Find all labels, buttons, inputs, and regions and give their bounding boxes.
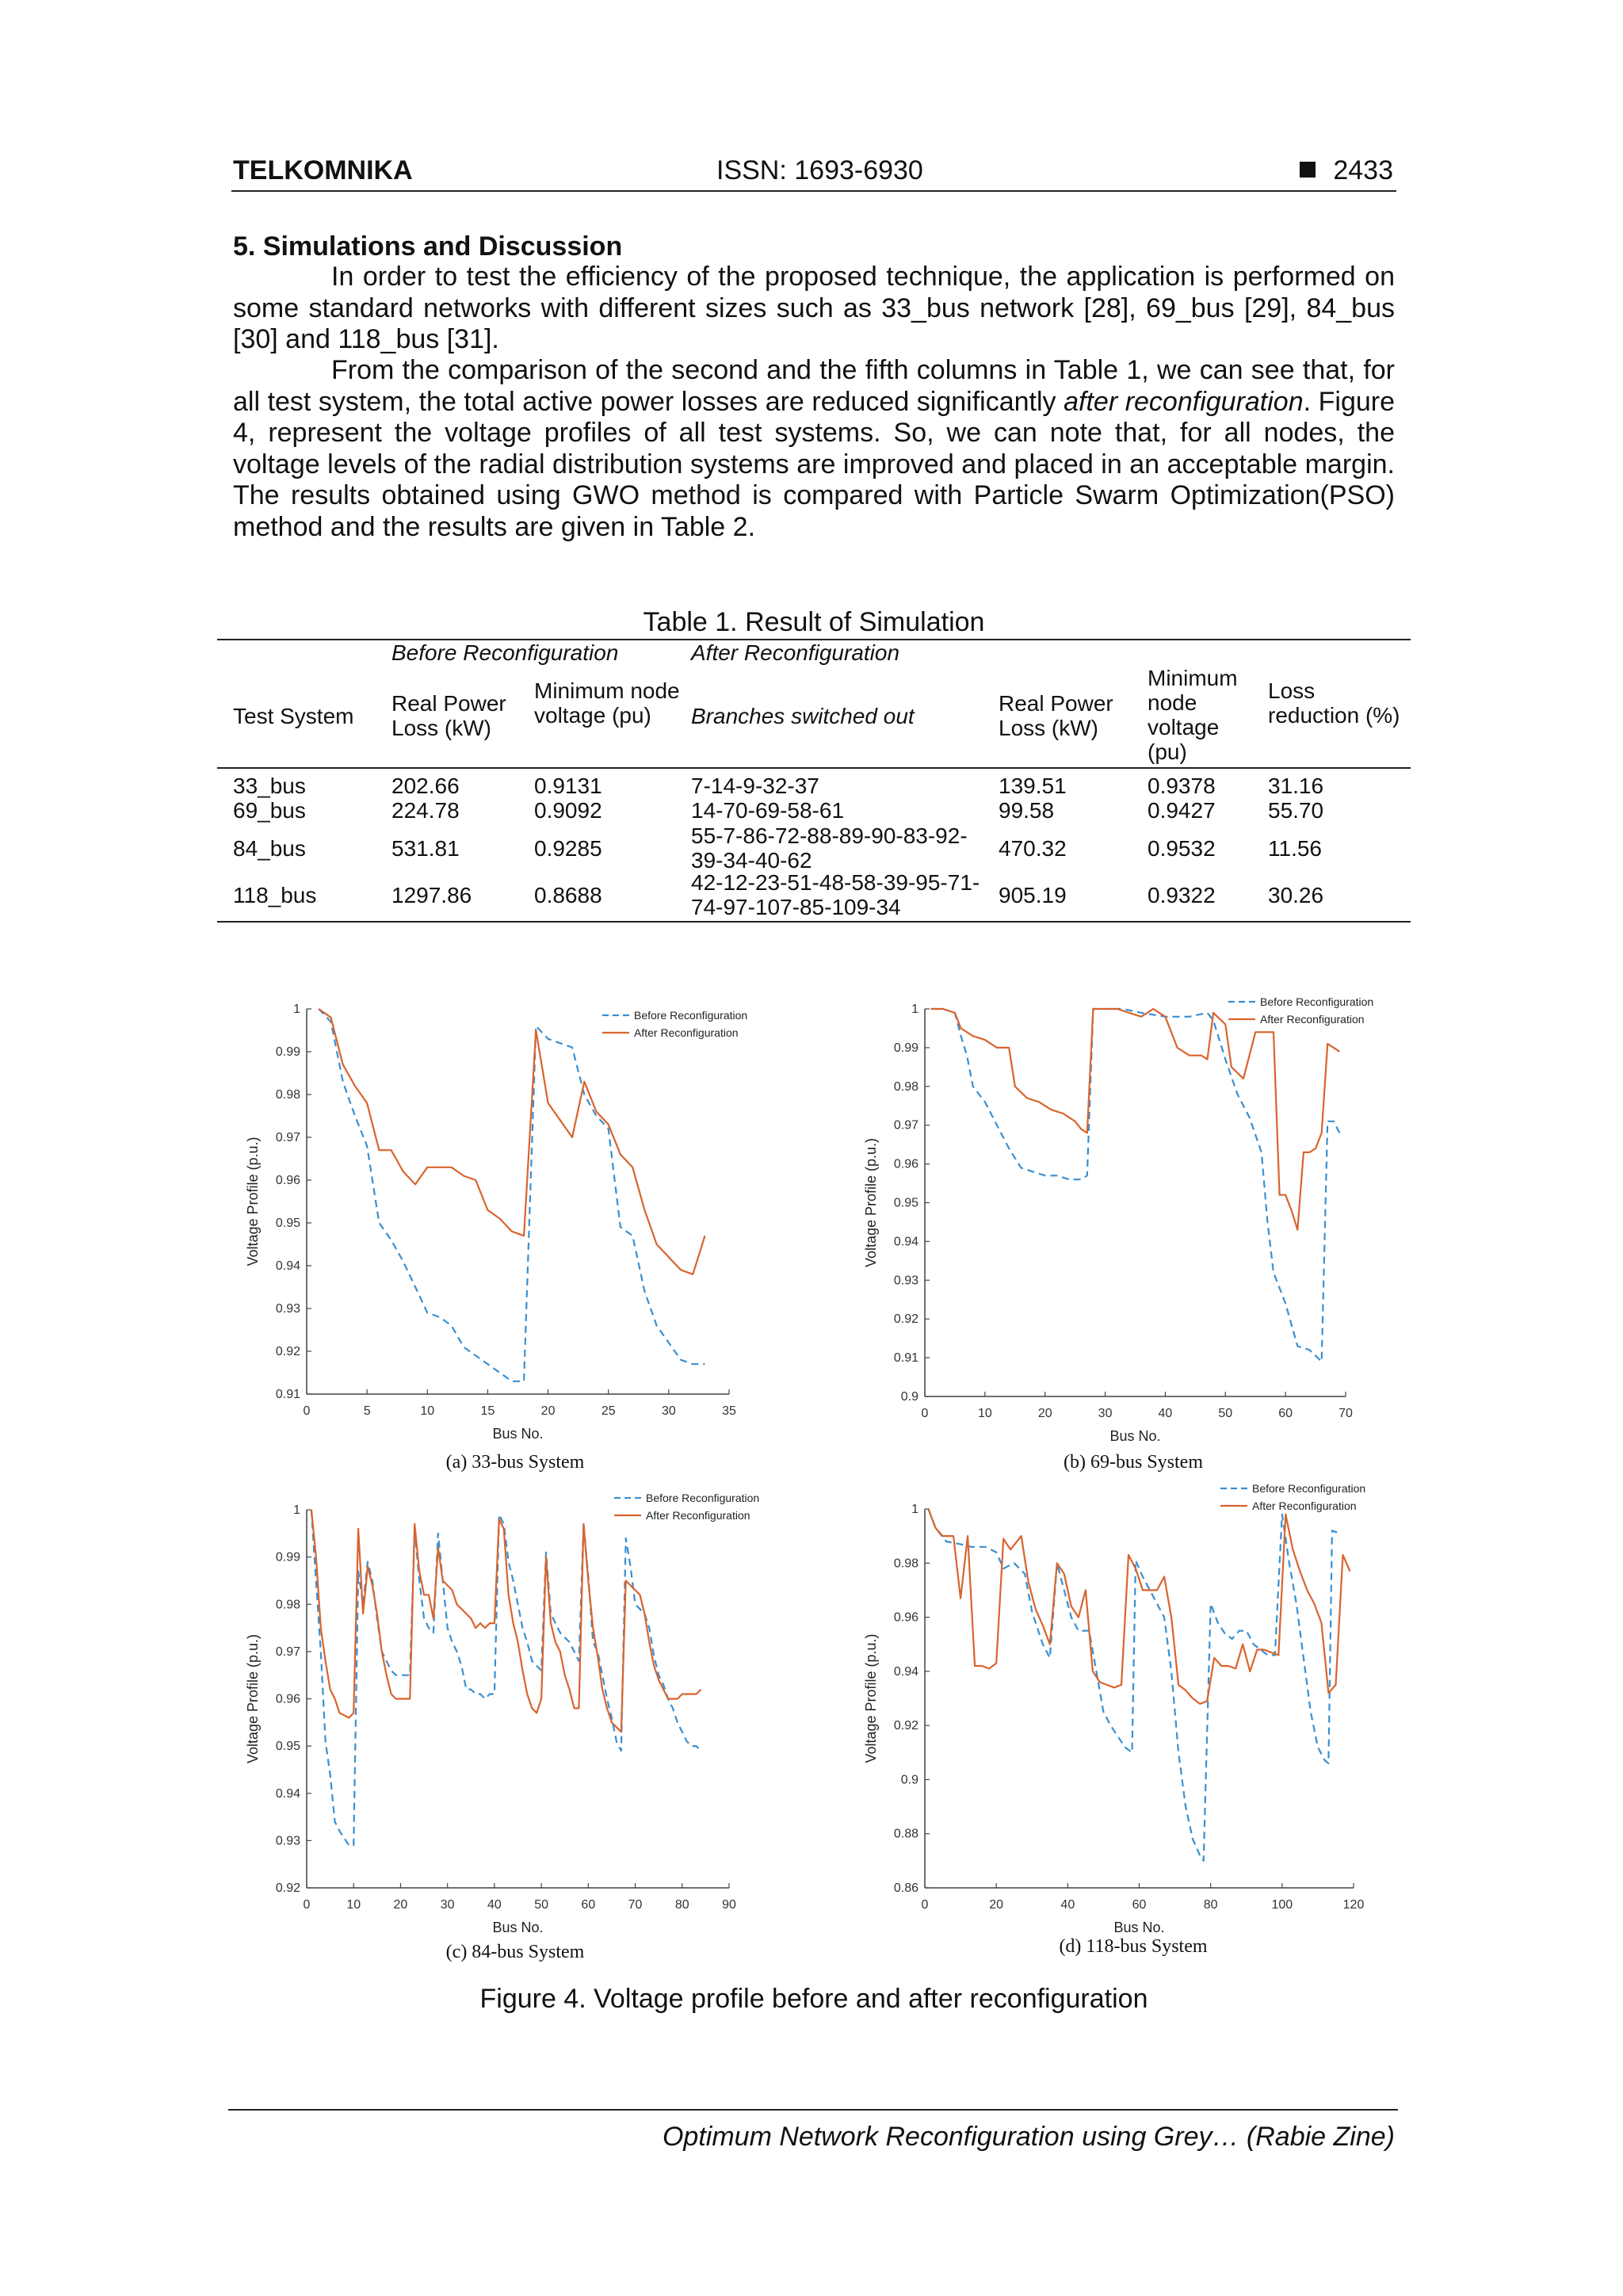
paragraph-1-text: In order to test the efficiency of the proposed technique, the application is performed on some standard networks with different sizes such as 33_bus network [28], 69_bus [29], 84_bus [30] and 118_bus [31]. [233, 262, 1395, 354]
y-tick-label: 0.9 [900, 1773, 918, 1787]
y-tick-label: 0.96 [275, 1174, 300, 1187]
col-test-system: Test System [233, 704, 354, 728]
x-tick-label: 50 [534, 1898, 549, 1912]
y-tick-label: 0.98 [275, 1088, 300, 1102]
y-tick-label: 0.96 [893, 1610, 918, 1625]
x-tick-label: 0 [921, 1407, 929, 1420]
table-cell: 69_bus [233, 798, 306, 823]
col-vmin-before: Minimum node voltage (pu) [534, 678, 680, 728]
table-cell: 0.9427 [1148, 798, 1216, 823]
x-tick-label: 80 [674, 1898, 689, 1912]
x-axis-label: Bus No. [1109, 1428, 1161, 1444]
x-axis-label: Bus No. [1113, 1920, 1165, 1935]
y-tick-label: 0.98 [893, 1079, 918, 1094]
table-cell: 0.9378 [1148, 774, 1216, 798]
table-cell: 224.78 [391, 798, 460, 823]
y-tick-label: 0.94 [275, 1786, 300, 1801]
y-tick-label: 0.96 [275, 1692, 300, 1706]
legend-label: Before Reconfiguration [1260, 995, 1374, 1008]
y-tick-label: 1 [293, 1003, 300, 1016]
x-tick-label: 0 [921, 1898, 929, 1912]
table-cell: 55-7-86-72-88-89-90-83-92-39-34-40-62 [691, 823, 968, 873]
page-number: 2433 [1333, 155, 1393, 185]
running-footer [228, 2109, 1398, 2152]
legend-label: After Reconfiguration [634, 1026, 739, 1039]
table-cell: 0.9131 [534, 774, 602, 798]
x-tick-label: 10 [977, 1407, 992, 1420]
x-tick-label: 40 [487, 1898, 502, 1912]
journal-name: TELKOMNIKA [233, 155, 413, 185]
footer-text: Optimum Network Reconfiguration using Grey… (Rabie Zine) [662, 2122, 1395, 2152]
y-tick-label: 0.86 [893, 1881, 918, 1895]
group-after: After Reconfiguration [691, 640, 900, 665]
running-header [231, 155, 1396, 192]
x-tick-label: 60 [1278, 1407, 1293, 1420]
x-tick-label: 20 [989, 1898, 1004, 1912]
table-cell: 7-14-9-32-37 [691, 774, 819, 798]
col-loss-before: Real Power Loss (kW) [391, 691, 506, 740]
figure-caption: Figure 4. Voltage profile before and after reconfiguration [479, 1984, 1148, 2014]
subcaption-a: (a) 33-bus System [445, 1452, 585, 1473]
y-tick-label: 0.92 [893, 1312, 918, 1327]
y-tick-label: 0.96 [893, 1157, 918, 1171]
y-tick-label: 0.93 [275, 1302, 300, 1316]
table-cell: 42-12-23-51-48-58-39-95-71-74-97-107-85-109-34 [691, 870, 980, 919]
table-cell: 0.8688 [534, 882, 602, 907]
col-vmin-after: Minimum node voltage (pu) [1148, 666, 1238, 764]
chart-84-bus [238, 1474, 792, 1966]
paragraph-2-part-c: . Figure 4, represent the voltage profiles of all test systems. So, we can note that, for all nodes, the voltage levels of the radial distribution systems are improved and placed in an acceptable margin. The results obtained using GWO method is compared with Particle Swarm Optimization(PSO) method and the results are given in Table 2. [233, 386, 1395, 542]
x-tick-label: 0 [303, 1404, 311, 1418]
legend-label: Before Reconfiguration [634, 1009, 748, 1022]
group-before: Before Reconfiguration [391, 640, 619, 665]
paragraph-2-part-a: From the comparison of the second and the fifth columns in Table 1, we can see that, for all test system, the total active power losses are reduced significantly [233, 355, 1395, 417]
series-line-after [319, 1009, 705, 1274]
paragraph-1 [233, 262, 1395, 356]
x-axis-label: Bus No. [492, 1426, 544, 1442]
x-axis-label: Bus No. [492, 1920, 544, 1935]
issn: ISSN: 1693-6930 [716, 155, 923, 185]
x-tick-label: 0 [303, 1898, 311, 1912]
series-line-before [319, 1009, 705, 1381]
series-line-before [931, 1009, 1340, 1362]
table-cell: 14-70-69-58-61 [691, 798, 845, 823]
subcaption-b: (b) 69-bus System [1064, 1452, 1203, 1473]
y-tick-label: 0.93 [275, 1834, 300, 1848]
y-tick-label: 0.94 [893, 1235, 918, 1249]
x-tick-label: 60 [1132, 1898, 1147, 1912]
y-axis-label: Voltage Profile (p.u.) [245, 1633, 261, 1764]
table-cell: 55.70 [1268, 798, 1324, 823]
y-tick-label: 0.95 [275, 1217, 300, 1230]
legend-label: After Reconfiguration [1260, 1013, 1365, 1026]
x-tick-label: 20 [393, 1898, 408, 1912]
table-cell: 202.66 [391, 774, 460, 798]
x-tick-label: 20 [540, 1404, 556, 1418]
x-tick-label: 120 [1342, 1898, 1365, 1912]
y-tick-label: 0.92 [275, 1881, 300, 1895]
y-tick-label: 1 [911, 1003, 918, 1016]
y-tick-label: 1 [293, 1503, 300, 1517]
table-cell: 99.58 [999, 798, 1055, 823]
table-header-row [217, 640, 1411, 769]
section-heading: 5. Simulations and Discussion [233, 231, 623, 262]
y-tick-label: 0.97 [275, 1645, 300, 1659]
y-tick-label: 0.98 [275, 1598, 300, 1612]
table-cell: 84_bus [233, 835, 306, 861]
chart-33-bus [238, 987, 792, 1478]
x-tick-label: 70 [1338, 1407, 1353, 1420]
x-tick-label: 30 [440, 1898, 455, 1912]
x-tick-label: 70 [628, 1898, 643, 1912]
x-tick-label: 30 [1098, 1407, 1113, 1420]
table-cell: 0.9092 [534, 798, 602, 823]
chart-svg [238, 987, 792, 1478]
table-cell: 0.9532 [1148, 835, 1216, 861]
x-tick-label: 40 [1158, 1407, 1173, 1420]
y-tick-label: 0.98 [893, 1557, 918, 1571]
x-tick-label: 25 [601, 1404, 616, 1418]
table-cell: 118_bus [233, 882, 317, 907]
table-cell: 33_bus [233, 774, 306, 798]
y-axis-label: Voltage Profile (p.u.) [863, 1633, 879, 1763]
y-axis-label: Voltage Profile (p.u.) [245, 1137, 261, 1266]
chart-svg [238, 1474, 792, 1966]
y-tick-label: 0.92 [893, 1719, 918, 1733]
chart-69-bus [856, 987, 1411, 1478]
table-cell: 470.32 [999, 835, 1067, 861]
x-tick-label: 35 [722, 1404, 736, 1418]
y-tick-label: 0.97 [893, 1118, 918, 1133]
subcaption-d: (d) 118-bus System [1059, 1936, 1208, 1957]
y-tick-label: 0.91 [893, 1351, 918, 1366]
x-tick-label: 90 [722, 1898, 736, 1912]
legend-label: Before Reconfiguration [646, 1492, 760, 1504]
y-tick-label: 0.94 [893, 1664, 918, 1679]
y-tick-label: 0.99 [275, 1550, 300, 1564]
y-tick-label: 0.91 [275, 1388, 300, 1401]
table-cell: 139.51 [999, 774, 1067, 798]
y-tick-label: 0.99 [275, 1045, 300, 1059]
y-tick-label: 0.99 [893, 1041, 918, 1055]
x-tick-label: 15 [480, 1404, 495, 1418]
series-line-after [931, 1009, 1340, 1230]
table-cell: 11.56 [1268, 835, 1322, 861]
y-axis-label: Voltage Profile (p.u.) [863, 1137, 879, 1268]
col-loss-reduction: Loss reduction (%) [1268, 678, 1400, 728]
chart-svg [856, 987, 1411, 1478]
table-cell: 0.9285 [534, 835, 602, 861]
legend-label: After Reconfiguration [646, 1509, 750, 1522]
table-cell: 531.81 [391, 835, 460, 861]
subcaption-c: (c) 84-bus System [445, 1942, 585, 1962]
x-tick-label: 10 [346, 1898, 361, 1912]
legend-label: After Reconfiguration [1252, 1499, 1357, 1512]
results-table [217, 639, 1411, 923]
x-tick-label: 30 [661, 1404, 676, 1418]
x-tick-label: 40 [1060, 1898, 1075, 1912]
y-tick-label: 0.97 [275, 1131, 300, 1144]
paragraph-2-emphasis: after reconfiguration [1064, 386, 1304, 417]
y-tick-label: 0.92 [275, 1345, 300, 1358]
paragraph-2-text [233, 355, 1395, 543]
x-tick-label: 20 [1037, 1407, 1052, 1420]
y-tick-label: 0.95 [275, 1740, 300, 1754]
table-cell: 30.26 [1268, 882, 1324, 907]
x-tick-label: 10 [420, 1404, 435, 1418]
table-cell: 905.19 [999, 882, 1067, 907]
col-branches: Branches switched out [691, 704, 915, 728]
square-bullet-icon [1300, 162, 1316, 178]
chart-svg [856, 1474, 1411, 1966]
chart-118-bus [856, 1474, 1411, 1966]
series-line-before [929, 1509, 1340, 1861]
x-tick-label: 50 [1218, 1407, 1233, 1420]
paragraph-2 [233, 355, 1395, 543]
y-tick-label: 1 [911, 1503, 918, 1516]
x-tick-label: 100 [1271, 1898, 1293, 1912]
y-tick-label: 0.93 [893, 1274, 918, 1288]
y-tick-label: 0.9 [900, 1390, 918, 1404]
x-tick-label: 5 [363, 1404, 371, 1418]
y-tick-label: 0.94 [275, 1259, 300, 1273]
x-tick-label: 60 [581, 1898, 596, 1912]
y-tick-label: 0.88 [893, 1827, 918, 1841]
table-cell: 1297.86 [391, 882, 472, 907]
table-caption: Table 1. Result of Simulation [643, 607, 985, 637]
col-loss-after: Real Power Loss (kW) [999, 691, 1113, 740]
page-number-group [1300, 155, 1393, 186]
table-cell: 31.16 [1268, 774, 1324, 798]
table-cell: 0.9322 [1148, 882, 1216, 907]
y-tick-label: 0.95 [893, 1196, 918, 1210]
legend-label: Before Reconfiguration [1252, 1482, 1366, 1495]
series-line-after [929, 1509, 1350, 1704]
x-tick-label: 80 [1203, 1898, 1218, 1912]
